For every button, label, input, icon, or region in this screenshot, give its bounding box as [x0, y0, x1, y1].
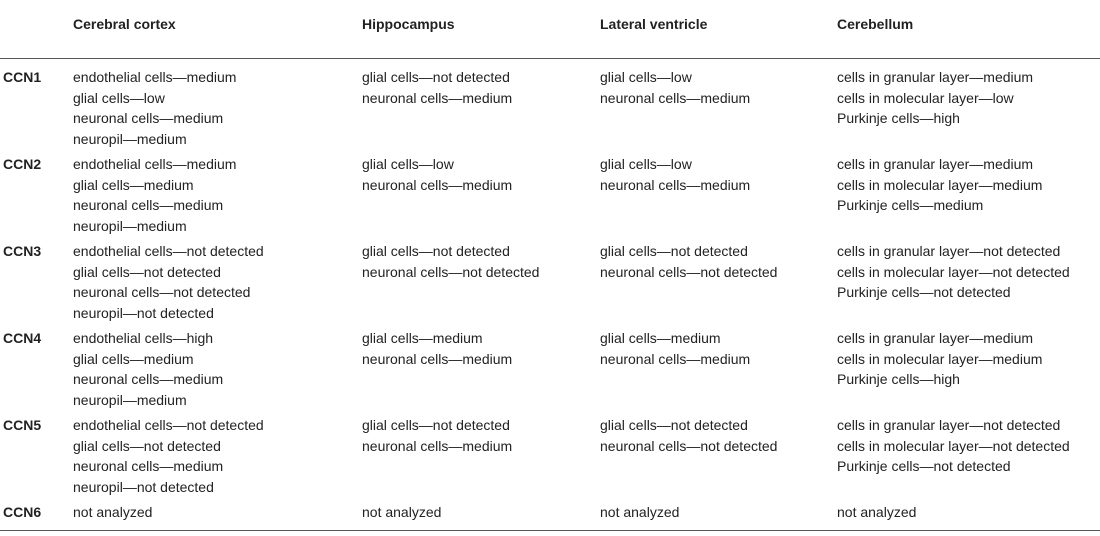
cell-line: Purkinje cells—high	[837, 371, 960, 387]
cell-hippocampus	[362, 502, 600, 530]
cell-line: glial cells—low	[600, 69, 692, 85]
table-row	[0, 415, 1100, 502]
cell-line: neuronal cells—not detected	[600, 263, 778, 280]
cell-line: cells in granular layer—medium	[837, 156, 1034, 172]
cell-cerebral-cortex	[73, 59, 362, 155]
cell-line: endothelial cells—not detected	[73, 417, 264, 433]
cell-line: cells in molecular layer—low	[837, 89, 1014, 106]
cell-cerebellum	[837, 328, 1100, 415]
cell-line: cells in molecular layer—not detected	[837, 263, 1070, 280]
row-label: CCN3	[3, 243, 42, 259]
corner-cell	[0, 4, 73, 59]
cell-hippocampus	[362, 154, 600, 241]
cell-line: glial cells—medium	[73, 176, 194, 193]
header-row	[0, 4, 1100, 59]
cell-line: cells in molecular layer—medium	[837, 350, 1043, 367]
cell-hippocampus	[362, 59, 600, 155]
cell-line: neuronal cells—medium	[73, 110, 224, 126]
expression-table	[0, 4, 1100, 531]
cell-cerebral-cortex	[73, 154, 362, 241]
table-row	[0, 59, 1100, 155]
cell-line: neuronal cells—medium	[600, 89, 751, 106]
cell-cerebral-cortex	[73, 502, 362, 530]
cell-line: neuropil—medium	[73, 217, 187, 234]
cell-line: glial cells—low	[73, 89, 165, 106]
cell-lateral-ventricle	[600, 241, 837, 328]
row-label: CCN2	[3, 156, 42, 172]
cell-line: glial cells—not detected	[362, 417, 510, 433]
cell-line: glial cells—not detected	[73, 437, 221, 454]
cell-hippocampus	[362, 415, 600, 502]
cell-line: neuropil—medium	[73, 391, 187, 408]
row-label: CCN1	[3, 69, 42, 85]
cell-cerebellum	[837, 415, 1100, 502]
cell-line: neuropil—medium	[73, 130, 187, 147]
cell-line: not analyzed	[600, 504, 680, 520]
cell-cerebellum	[837, 154, 1100, 241]
cell-line: neuronal cells—medium	[362, 176, 513, 193]
row-label: CCN6	[3, 504, 42, 520]
row-label: CCN5	[3, 417, 42, 433]
table-body	[0, 59, 1100, 531]
cell-cerebellum	[837, 241, 1100, 328]
cell-line: Purkinje cells—not detected	[837, 458, 1011, 474]
cell-hippocampus	[362, 328, 600, 415]
cell-line: cells in molecular layer—medium	[837, 176, 1043, 193]
cell-line: glial cells—low	[600, 156, 692, 172]
table-row	[0, 154, 1100, 241]
cell-line: neuronal cells—not detected	[362, 263, 540, 280]
cell-line: cells in granular layer—not detected	[837, 243, 1061, 259]
cell-lateral-ventricle	[600, 328, 837, 415]
cell-lateral-ventricle	[600, 415, 837, 502]
cell-line: neuropil—not detected	[73, 478, 214, 495]
cell-cerebellum	[837, 59, 1100, 155]
cell-line: glial cells—not detected	[362, 243, 510, 259]
cell-line: cells in granular layer—medium	[837, 69, 1034, 85]
cell-line: endothelial cells—high	[73, 330, 214, 346]
cell-cerebral-cortex	[73, 328, 362, 415]
cell-line: neuronal cells—not detected	[73, 284, 251, 300]
cell-line: endothelial cells—medium	[73, 69, 237, 85]
column-header-hippocampus: Hippocampus	[362, 16, 455, 32]
cell-lateral-ventricle	[600, 502, 837, 530]
cell-line: neuronal cells—medium	[600, 176, 751, 193]
cell-line: glial cells—medium	[73, 350, 194, 367]
cell-line: neuronal cells—medium	[73, 371, 224, 387]
table-row	[0, 328, 1100, 415]
cell-hippocampus	[362, 241, 600, 328]
cell-line: neuronal cells—medium	[362, 89, 513, 106]
cell-line: not analyzed	[837, 504, 917, 520]
cell-line: cells in granular layer—medium	[837, 330, 1034, 346]
cell-line: cells in molecular layer—not detected	[837, 437, 1070, 454]
cell-line: Purkinje cells—not detected	[837, 284, 1011, 300]
cell-line: Purkinje cells—high	[837, 110, 960, 126]
cell-line: not analyzed	[73, 504, 153, 520]
cell-line: neuropil—not detected	[73, 304, 214, 321]
cell-line: glial cells—not detected	[600, 417, 748, 433]
cell-line: neuronal cells—medium	[600, 350, 751, 367]
column-header-cerebral-cortex: Cerebral cortex	[73, 16, 176, 32]
cell-line: glial cells—medium	[600, 330, 721, 346]
column-header-cerebellum: Cerebellum	[837, 16, 914, 32]
cell-cerebral-cortex	[73, 241, 362, 328]
cell-line: glial cells—not detected	[600, 243, 748, 259]
cell-cerebral-cortex	[73, 415, 362, 502]
table-row	[0, 241, 1100, 328]
cell-line: cells in granular layer—not detected	[837, 417, 1061, 433]
cell-line: not analyzed	[362, 504, 442, 520]
table-row	[0, 502, 1100, 530]
cell-line: glial cells—medium	[362, 330, 483, 346]
row-label: CCN4	[3, 330, 42, 346]
cell-line: glial cells—low	[362, 156, 454, 172]
column-header-lateral-ventricle: Lateral ventricle	[600, 16, 708, 32]
cell-line: endothelial cells—not detected	[73, 243, 264, 259]
cell-line: glial cells—not detected	[362, 69, 510, 85]
cell-line: Purkinje cells—medium	[837, 197, 984, 213]
cell-line: neuronal cells—not detected	[600, 437, 778, 454]
cell-lateral-ventricle	[600, 59, 837, 155]
cell-line: glial cells—not detected	[73, 263, 221, 280]
cell-line: neuronal cells—medium	[73, 197, 224, 213]
cell-cerebellum	[837, 502, 1100, 530]
cell-line: neuronal cells—medium	[73, 458, 224, 474]
cell-line: neuronal cells—medium	[362, 350, 513, 367]
cell-line: neuronal cells—medium	[362, 437, 513, 454]
cell-line: endothelial cells—medium	[73, 156, 237, 172]
cell-lateral-ventricle	[600, 154, 837, 241]
